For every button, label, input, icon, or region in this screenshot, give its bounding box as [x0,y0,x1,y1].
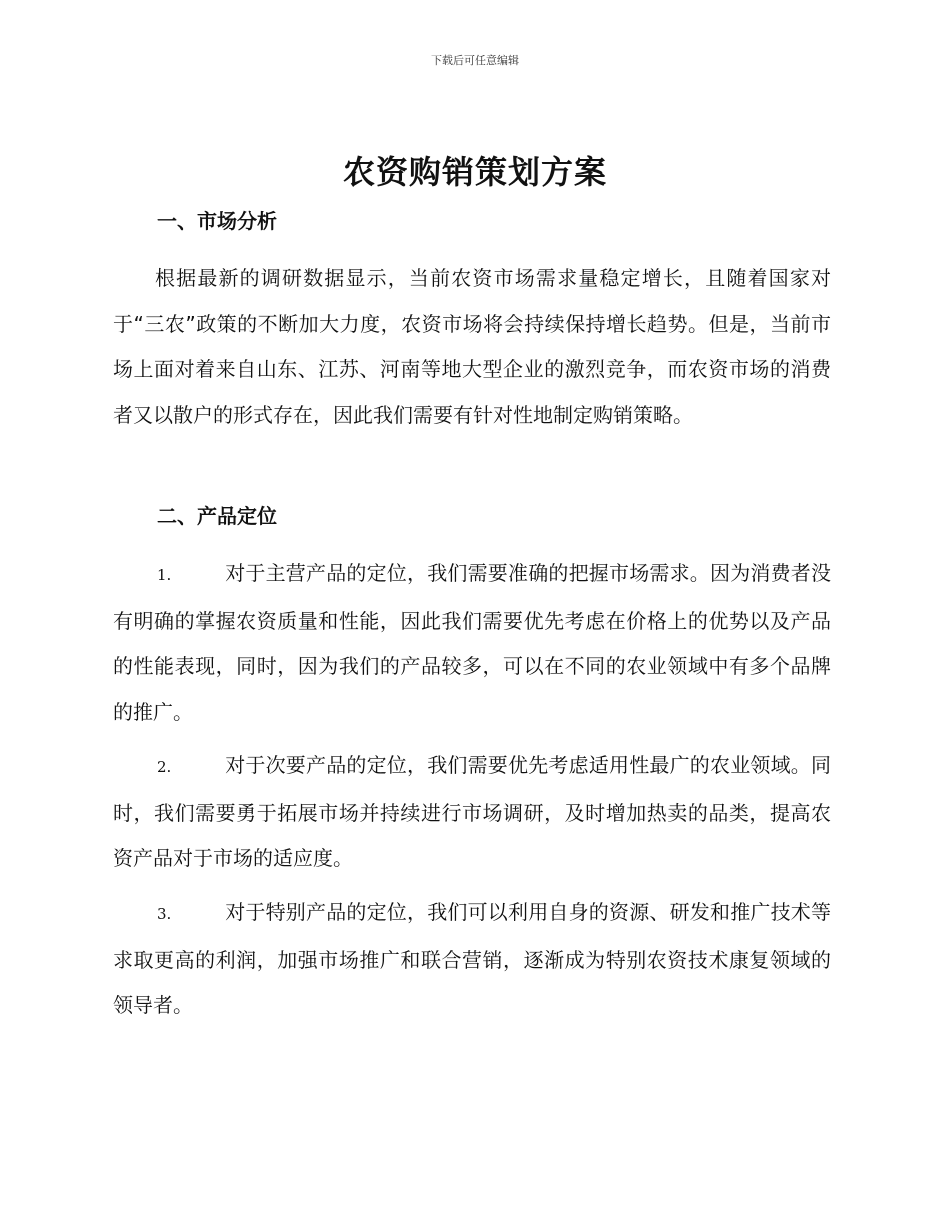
list-item-text: 对于次要产品的定位，我们需要优先考虑适用性最广的农业领域。同时，我们需要勇于拓展市场并持续进行市场调研，及时增加热卖的品类，提高农资产品对于市场的适应度。 [113,753,831,870]
list-item-text: 对于特别产品的定位，我们可以利用自身的资源、研发和推广技术等求取更高的利润，加强市场推广和联合营销，逐渐成为特别农资技术康复领域的领导者。 [113,900,831,1017]
list-item-text: 对于主营产品的定位，我们需要准确的把握市场需求。因为消费者没有明确的掌握农资质量和性能，因此我们需要优先考虑在价格上的优势以及产品的性能表现，同时，因为我们的产品较多，可以在不同的农业领域中有多个品牌的推广。 [113,561,831,724]
market-analysis-paragraph: 根据最新的调研数据显示，当前农资市场需求量稳定增长，且随着国家对于“三农”政策的不断加大力度，农资市场将会持续保持增长趋势。但是，当前市场上面对着来自山东、江苏、河南等地大型企业的激烈竞争，而农资市场的消费者又以散户的形式存在，因此我们需要有针对性地制定购销策略。 [113,266,831,427]
header-note: 下载后可任意编辑 [431,54,519,67]
list-item-number: 3. [157,905,172,923]
document-title: 农资购销策划方案 [342,153,607,191]
list-item [113,890,831,1029]
list-item-number: 2. [157,758,172,776]
list-item-number: 1. [157,566,172,584]
section-heading-market-analysis: 一、市场分析 [157,209,277,233]
list-item [113,743,831,882]
section-heading-product-positioning: 二、产品定位 [157,504,277,528]
list-item [113,551,831,735]
